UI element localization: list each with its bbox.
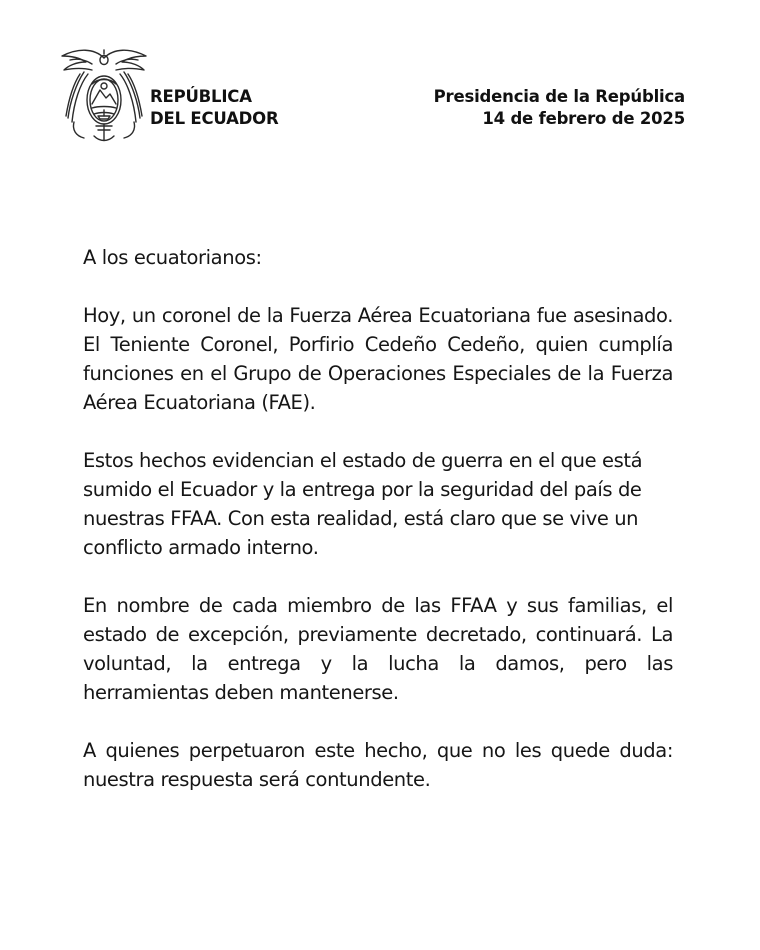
issuer-line-1: REPÚBLICA bbox=[150, 87, 252, 106]
issuer-line-2: DEL ECUADOR bbox=[150, 109, 279, 128]
paragraph-3: En nombre de cada miembro de las FFAA y sus familias, el estado de excepción, previamente decretado, continuará. La voluntad, la entrega y la lucha la damos, pero las herramientas deben mantenerse. bbox=[83, 594, 673, 704]
office-name: Presidencia de la República bbox=[433, 87, 685, 106]
letter-body bbox=[83, 243, 673, 794]
paragraph-2: Estos hechos evidencian el estado de guerra en el que está sumido el Ecuador y la entrega por la seguridad del país de nuestras FFAA. Con esta realidad, está claro que se vive un conflicto armado interno. bbox=[83, 449, 643, 559]
paragraph-1: Hoy, un coronel de la Fuerza Aérea Ecuatoriana fue asesinado. El Teniente Coronel, Porfirio Cedeño Cedeño, quien cumplía funciones en el Grupo de Operaciones Especiales de la Fuerza Aérea Ecuatoriana (FAE). bbox=[83, 304, 673, 414]
document-meta bbox=[434, 86, 685, 130]
letterhead bbox=[0, 0, 760, 160]
salutation: A los ecuatorianos: bbox=[83, 246, 262, 269]
paragraph-4: A quienes perpetuaron este hecho, que no les quede duda: nuestra respuesta será contundente. bbox=[83, 739, 673, 791]
issuer-name bbox=[150, 86, 279, 130]
document-date: 14 de febrero de 2025 bbox=[482, 109, 685, 128]
ecuador-coat-of-arms-icon bbox=[58, 44, 150, 146]
